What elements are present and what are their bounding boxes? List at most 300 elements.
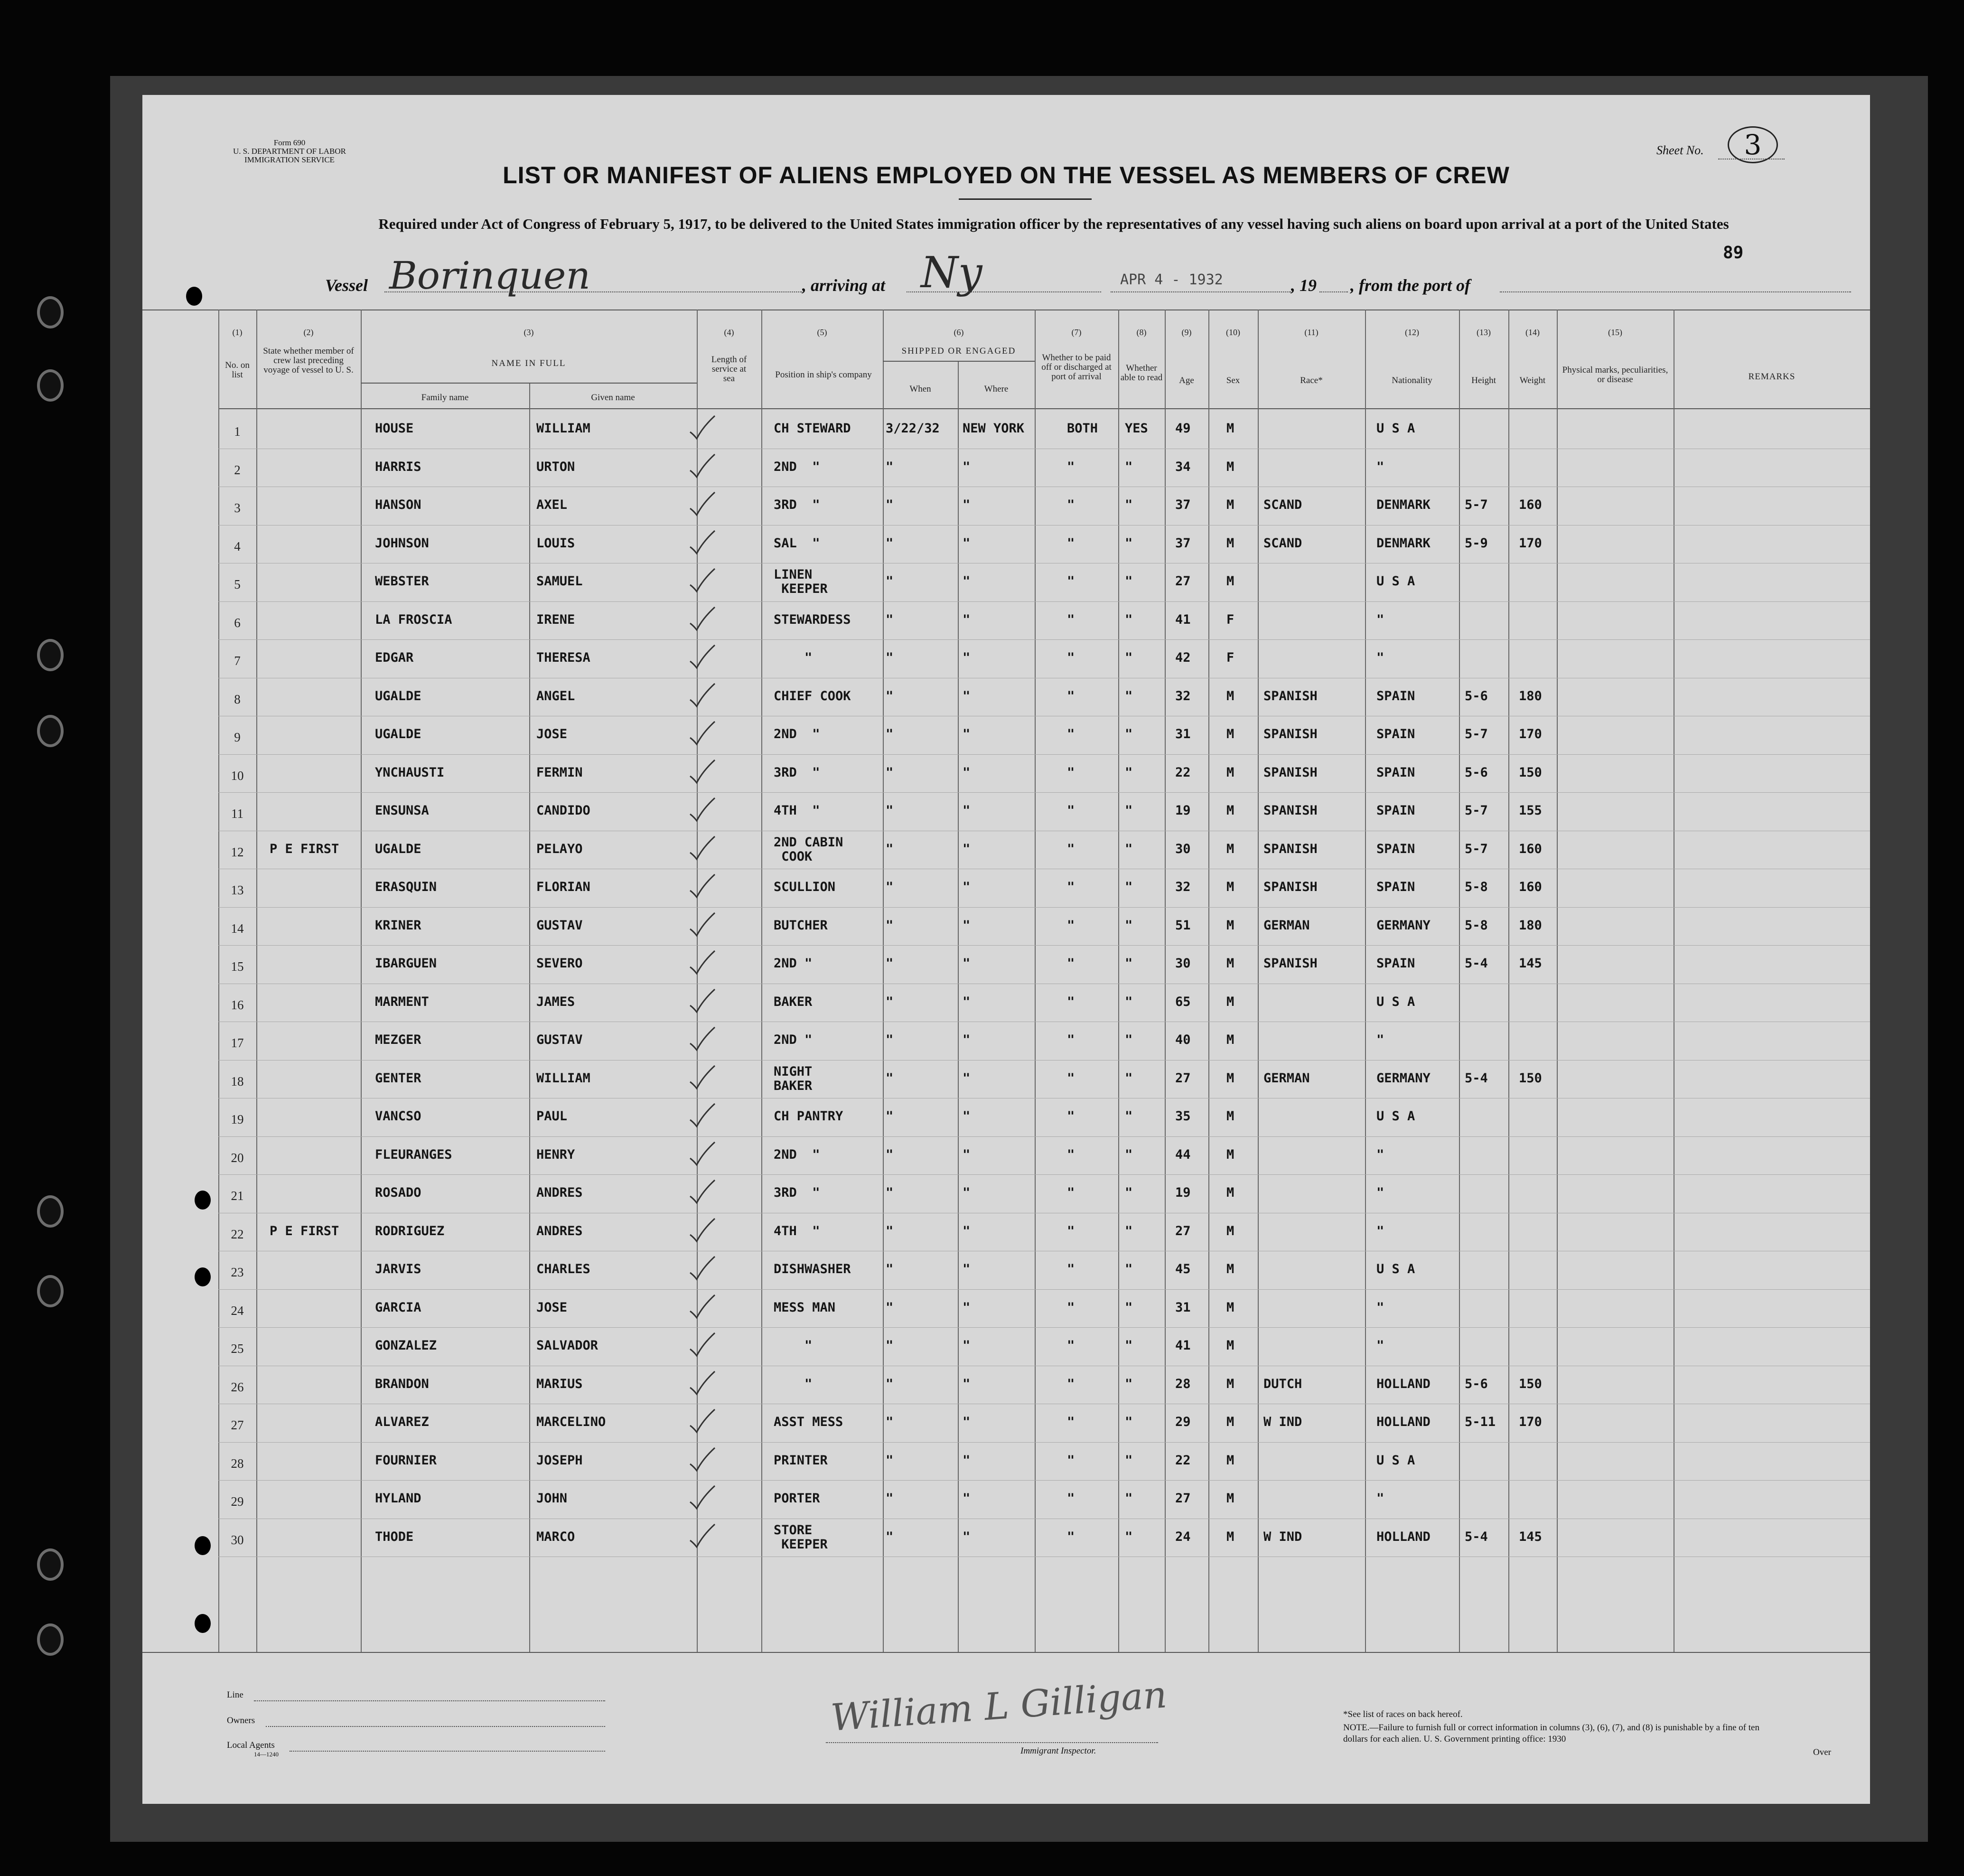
cell-family-name: EDGAR: [375, 650, 414, 665]
cell-shipped-when: ": [886, 1376, 894, 1391]
cell-able-read: ": [1125, 497, 1133, 512]
cell-family-name: GONZALEZ: [375, 1338, 437, 1353]
col-num-8: (8): [1136, 328, 1147, 337]
cell-height: 5-7: [1465, 727, 1488, 741]
check-mark-icon: [688, 835, 717, 862]
cell-sex: F: [1226, 650, 1235, 665]
cell-race: SPANISH: [1263, 688, 1318, 704]
cell-nationality: U S A: [1376, 574, 1415, 589]
punch-mark: [195, 1267, 211, 1286]
cell-able-read: ": [1125, 650, 1133, 665]
year-prefix: , 19: [1291, 276, 1317, 295]
cell-age: 45: [1175, 1262, 1191, 1276]
cell-paid-off: ": [1067, 574, 1075, 589]
cell-weight: 145: [1519, 956, 1542, 971]
cell-nationality: ": [1376, 1491, 1384, 1506]
cell-family-name: YNCHAUSTI: [375, 765, 445, 780]
cell-able-read: ": [1125, 727, 1133, 741]
cell-given-name: IRENE: [536, 612, 575, 627]
col-line: [1035, 310, 1036, 1652]
cell-age: 29: [1175, 1415, 1191, 1429]
cell-position: DISHWASHER: [774, 1262, 851, 1276]
check-mark-icon: [688, 1064, 717, 1091]
check-mark-icon: [688, 1178, 717, 1206]
cell-nationality: DENMARK: [1376, 535, 1431, 551]
row-rule: [218, 1136, 1870, 1137]
cell-shipped-when: ": [886, 956, 894, 971]
col-line: [1365, 310, 1366, 1652]
cell-given-name: JOSE: [536, 727, 568, 741]
cell-able-read: ": [1125, 956, 1133, 971]
cell-paid-off: ": [1067, 612, 1075, 627]
cell-weight: 180: [1519, 918, 1542, 933]
cell-given-name: CANDIDO: [536, 803, 590, 818]
cell-given-name: JOSE: [536, 1300, 568, 1315]
cell-list-number: 26: [231, 1379, 244, 1394]
check-mark-icon: [688, 452, 717, 480]
cell-able-read: ": [1125, 1070, 1133, 1086]
cell-paid-off: ": [1067, 1415, 1075, 1429]
cell-given-name: PELAYO: [536, 841, 583, 856]
cell-weight: 170: [1519, 535, 1542, 551]
cell-sex: M: [1226, 1262, 1235, 1276]
cell-list-number: 10: [231, 768, 244, 783]
cell-given-name: GUSTAV: [536, 918, 583, 933]
cell-shipped-where: ": [963, 956, 971, 971]
cell-position: 3RD ": [774, 497, 820, 512]
col-head-paid-off: Whether to be paid off or discharged at port of arrival: [1041, 353, 1112, 382]
cell-nationality: U S A: [1376, 1109, 1415, 1124]
cell-position: PORTER: [774, 1491, 820, 1506]
cell-position: 2ND ": [774, 727, 820, 741]
cell-paid-off: ": [1067, 1109, 1075, 1124]
cell-family-name: UGALDE: [375, 688, 421, 704]
cell-shipped-where: ": [963, 765, 971, 780]
cell-given-name: SALVADOR: [536, 1338, 599, 1353]
row-rule: [218, 1174, 1870, 1175]
cell-able-read: ": [1125, 574, 1133, 589]
check-mark-icon: [688, 949, 717, 976]
cell-able-read: ": [1125, 880, 1133, 894]
title-rule: [959, 198, 1092, 200]
cell-weight: 150: [1519, 765, 1542, 780]
check-mark-icon: [688, 1025, 717, 1053]
cell-sex: M: [1226, 459, 1235, 474]
cell-paid-off: ": [1067, 1529, 1075, 1544]
check-mark-icon: [688, 720, 717, 747]
cell-age: 24: [1175, 1529, 1191, 1544]
cell-position: 2ND CABIN COOK: [774, 835, 843, 864]
races-note: *See list of races on back hereof.: [1343, 1709, 1463, 1719]
cell-age: 37: [1175, 535, 1191, 551]
cell-sex: M: [1226, 880, 1235, 894]
check-mark-icon: [688, 1140, 717, 1168]
col-num-12: (12): [1405, 328, 1419, 337]
cell-nationality: ": [1376, 1300, 1384, 1315]
cell-given-name: URTON: [536, 459, 575, 474]
cell-nationality: HOLLAND: [1376, 1415, 1431, 1429]
cell-position: ": [774, 1376, 813, 1391]
cell-paid-off: ": [1067, 956, 1075, 971]
cell-family-name: KRINER: [375, 918, 421, 933]
cell-shipped-when: ": [886, 1147, 894, 1162]
cell-position: 4TH ": [774, 803, 820, 818]
cell-sex: M: [1226, 1109, 1235, 1124]
cell-able-read: ": [1125, 1147, 1133, 1162]
cell-paid-off: BOTH: [1067, 421, 1098, 436]
col-line: [1208, 310, 1209, 1652]
arriving-label: , arriving at: [802, 276, 886, 295]
cell-shipped-when: ": [886, 1415, 894, 1429]
cell-paid-off: ": [1067, 1262, 1075, 1276]
cell-list-number: 30: [231, 1532, 244, 1547]
cell-nationality: GERMANY: [1376, 918, 1431, 933]
cell-able-read: ": [1125, 994, 1133, 1009]
cell-shipped-where: ": [963, 1147, 971, 1162]
cell-shipped-when: ": [886, 612, 894, 627]
cell-list-number: 4: [234, 539, 241, 553]
cell-shipped-where: ": [963, 1300, 971, 1315]
col-head-when: When: [909, 384, 931, 394]
cell-shipped-when: ": [886, 765, 894, 780]
date-fill-line: [1111, 291, 1291, 292]
col-head-prev-voyage: State whether member of crew last preceding voyage of vessel to U. S.: [263, 346, 354, 375]
cell-family-name: FOURNIER: [375, 1453, 437, 1468]
cell-position: SCULLION: [774, 880, 836, 894]
cell-nationality: ": [1376, 612, 1384, 627]
cell-list-number: 28: [231, 1456, 244, 1471]
cell-weight: 170: [1519, 1415, 1542, 1429]
agents-code: 14—1240: [254, 1751, 279, 1758]
cell-list-number: 6: [234, 615, 241, 630]
cell-race: SCAND: [1263, 535, 1302, 551]
cell-nationality: U S A: [1376, 421, 1415, 436]
cell-able-read: ": [1125, 1185, 1133, 1200]
check-mark-icon: [688, 1293, 717, 1321]
cell-nationality: U S A: [1376, 1453, 1415, 1468]
cell-able-read: ": [1125, 1032, 1133, 1047]
col-num-6: (6): [954, 328, 964, 337]
cell-family-name: VANCSO: [375, 1109, 421, 1124]
over-note: Over: [1813, 1747, 1831, 1757]
cell-able-read: ": [1125, 1223, 1133, 1238]
col-head-length: Length of service at sea: [711, 355, 747, 384]
cell-shipped-when: ": [886, 574, 894, 589]
cell-given-name: JOSEPH: [536, 1453, 583, 1468]
cell-shipped-when: ": [886, 650, 894, 665]
cell-weight: 150: [1519, 1376, 1542, 1391]
cell-position: 2ND ": [774, 1032, 813, 1047]
col-line: [958, 361, 959, 1652]
cell-sex: M: [1226, 918, 1235, 933]
cell-shipped-where: ": [963, 688, 971, 704]
cell-paid-off: ": [1067, 497, 1075, 512]
cell-nationality: ": [1376, 1338, 1384, 1353]
cell-sex: M: [1226, 727, 1235, 741]
cell-able-read: ": [1125, 1109, 1133, 1124]
cell-shipped-when: ": [886, 1491, 894, 1506]
cell-race: SPANISH: [1263, 803, 1318, 818]
cell-sex: M: [1226, 956, 1235, 971]
cell-list-number: 9: [234, 730, 241, 744]
cell-family-name: HARRIS: [375, 459, 421, 474]
cell-shipped-where: ": [963, 1032, 971, 1047]
cell-shipped-where: ": [963, 574, 971, 589]
cell-given-name: CHARLES: [536, 1262, 590, 1276]
cell-given-name: WILLIAM: [536, 1070, 590, 1086]
cell-race: SPANISH: [1263, 956, 1318, 971]
line-fill-line: [254, 1700, 605, 1701]
cell-shipped-when: ": [886, 880, 894, 894]
cell-shipped-when: ": [886, 994, 894, 1009]
cell-shipped-where: ": [963, 535, 971, 551]
cell-position: ASST MESS: [774, 1415, 843, 1429]
cell-paid-off: ": [1067, 1185, 1075, 1200]
cell-position: CH STEWARD: [774, 421, 851, 436]
cell-list-number: 11: [231, 807, 243, 821]
col-head-height: Height: [1471, 375, 1496, 385]
cell-list-number: 16: [231, 997, 244, 1012]
cell-age: 30: [1175, 956, 1191, 971]
binder-hole: [37, 1195, 64, 1228]
cell-family-name: BRANDON: [375, 1376, 429, 1391]
cell-position: 3RD ": [774, 1185, 820, 1200]
cell-family-name: LA FROSCIA: [375, 612, 452, 627]
check-mark-icon: [688, 1446, 717, 1473]
cell-weight: 145: [1519, 1529, 1542, 1544]
cell-position: SAL ": [774, 535, 820, 551]
cell-nationality: ": [1376, 1147, 1384, 1162]
col-head-remarks: REMARKS: [1748, 372, 1796, 382]
cell-position: STORE KEEPER: [774, 1522, 828, 1552]
check-mark-icon: [688, 1522, 717, 1550]
col-num-10: (10): [1226, 328, 1240, 337]
cell-paid-off: ": [1067, 994, 1075, 1009]
cell-height: 5-4: [1465, 956, 1488, 971]
cell-paid-off: ": [1067, 880, 1075, 894]
cell-position: ": [774, 650, 813, 665]
cell-shipped-where: ": [963, 841, 971, 856]
cell-shipped-when: ": [886, 459, 894, 474]
cell-nationality: SPAIN: [1376, 803, 1415, 818]
cell-family-name: HYLAND: [375, 1491, 421, 1506]
cell-position: CH PANTRY: [774, 1109, 843, 1124]
cell-age: 41: [1175, 612, 1191, 627]
cell-shipped-when: ": [886, 535, 894, 551]
cell-age: 22: [1175, 765, 1191, 780]
cell-shipped-where: ": [963, 1491, 971, 1506]
cell-sex: M: [1226, 1300, 1235, 1315]
cell-height: 5-6: [1465, 1376, 1488, 1391]
cell-height: 5-9: [1465, 535, 1488, 551]
cell-position: STEWARDESS: [774, 612, 851, 627]
cell-height: 5-11: [1465, 1415, 1496, 1429]
cell-shipped-where: ": [963, 727, 971, 741]
cell-nationality: SPAIN: [1376, 688, 1415, 704]
cell-position: 3RD ": [774, 765, 820, 780]
cell-position: 2ND ": [774, 1147, 820, 1162]
cell-sex: M: [1226, 688, 1235, 704]
row-rule: [218, 945, 1870, 946]
cell-list-number: 18: [231, 1074, 244, 1088]
punch-mark: [195, 1614, 211, 1633]
cell-shipped-when: ": [886, 1262, 894, 1276]
cell-able-read: ": [1125, 1338, 1133, 1353]
cell-shipped-where: ": [963, 803, 971, 818]
cell-able-read: ": [1125, 1376, 1133, 1391]
col-head-weight: Weight: [1519, 375, 1546, 385]
cell-paid-off: ": [1067, 1223, 1075, 1238]
cell-list-number: 17: [231, 1036, 244, 1050]
cell-given-name: FERMIN: [536, 765, 583, 780]
cell-age: 65: [1175, 994, 1191, 1009]
cell-list-number: 19: [231, 1112, 244, 1126]
form-header: [214, 139, 365, 164]
col-line: [761, 310, 762, 1652]
cell-position: 2ND ": [774, 459, 820, 474]
col-num-9: (9): [1181, 328, 1192, 337]
cell-shipped-where: ": [963, 918, 971, 933]
cell-shipped-when: 3/22/32: [886, 421, 940, 436]
binder-hole: [37, 296, 64, 328]
col-head-sex: Sex: [1226, 375, 1240, 385]
cell-shipped-where: ": [963, 612, 971, 627]
cell-shipped-when: ": [886, 1338, 894, 1353]
cell-age: 37: [1175, 497, 1191, 512]
cell-paid-off: ": [1067, 765, 1075, 780]
cell-able-read: ": [1125, 803, 1133, 818]
manifest-sheet: [142, 95, 1870, 1804]
cell-given-name: ANDRES: [536, 1223, 583, 1238]
cell-shipped-where: ": [963, 1262, 971, 1276]
cell-able-read: ": [1125, 459, 1133, 474]
check-mark-icon: [688, 490, 717, 518]
col-head-given: Given name: [591, 393, 635, 403]
cell-race: W IND: [1263, 1529, 1302, 1544]
cell-shipped-where: ": [963, 1070, 971, 1086]
cell-position: CHIEF COOK: [774, 688, 851, 704]
check-mark-icon: [688, 1217, 717, 1244]
punch-mark: [195, 1536, 211, 1555]
cell-given-name: WILLIAM: [536, 421, 590, 436]
cell-shipped-when: ": [886, 1032, 894, 1047]
check-mark-icon: [688, 567, 717, 594]
cell-family-name: JOHNSON: [375, 535, 429, 551]
cell-weight: 170: [1519, 727, 1542, 741]
arriving-value: Ny: [921, 248, 982, 298]
cell-shipped-when: ": [886, 497, 894, 512]
cell-nationality: ": [1376, 1032, 1384, 1047]
cell-nationality: SPAIN: [1376, 956, 1415, 971]
punch-mark: [186, 287, 202, 306]
col-num-13: (13): [1477, 328, 1491, 337]
cell-nationality: SPAIN: [1376, 841, 1415, 856]
col-head-race: Race*: [1300, 375, 1323, 385]
cell-list-number: 5: [234, 577, 241, 591]
cell-age: 31: [1175, 1300, 1191, 1315]
cell-given-name: MARCELINO: [536, 1415, 606, 1429]
arriving-fill-line: [907, 291, 1101, 292]
cell-family-name: ROSADO: [375, 1185, 421, 1200]
row-rule: [218, 792, 1870, 793]
cell-family-name: HANSON: [375, 497, 421, 512]
owners-label: Owners: [227, 1716, 255, 1726]
cell-given-name: JOHN: [536, 1491, 568, 1506]
cell-given-name: FLORIAN: [536, 880, 590, 894]
cell-family-name: JARVIS: [375, 1262, 421, 1276]
cell-nationality: U S A: [1376, 994, 1415, 1009]
cell-prev-voyage: P E FIRST: [270, 1223, 339, 1238]
cell-age: 32: [1175, 688, 1191, 704]
cell-height: 5-4: [1465, 1070, 1488, 1086]
cell-given-name: JAMES: [536, 994, 575, 1009]
cell-position: LINEN KEEPER: [774, 567, 828, 596]
cell-position: BUTCHER: [774, 918, 828, 933]
cell-shipped-when: ": [886, 841, 894, 856]
cell-list-number: 7: [234, 654, 241, 668]
row-rule: [218, 1442, 1870, 1443]
cell-given-name: GUSTAV: [536, 1032, 583, 1047]
cell-age: 27: [1175, 1070, 1191, 1086]
cell-list-number: 21: [231, 1189, 244, 1203]
cell-able-read: ": [1125, 612, 1133, 627]
col-head-position: Position in ship's company: [775, 370, 872, 380]
cell-shipped-where: ": [963, 1109, 971, 1124]
cell-family-name: GARCIA: [375, 1300, 421, 1315]
cell-list-number: 8: [234, 692, 241, 706]
cell-position: 2ND ": [774, 956, 813, 971]
cell-paid-off: ": [1067, 650, 1075, 665]
cell-prev-voyage: P E FIRST: [270, 841, 339, 856]
cell-sex: M: [1226, 1223, 1235, 1238]
check-mark-icon: [688, 872, 717, 900]
name-subheader-rule: [361, 383, 697, 384]
cell-age: 35: [1175, 1109, 1191, 1124]
col-head-name: NAME IN FULL: [491, 358, 566, 368]
form-service: IMMIGRATION SERVICE: [244, 155, 335, 164]
cell-sex: M: [1226, 841, 1235, 856]
cell-age: 22: [1175, 1453, 1191, 1468]
cell-weight: 160: [1519, 497, 1542, 512]
cell-able-read: ": [1125, 1453, 1133, 1468]
check-mark-icon: [688, 605, 717, 633]
cell-race: SPANISH: [1263, 765, 1318, 780]
cell-given-name: THERESA: [536, 650, 590, 665]
cell-family-name: THODE: [375, 1529, 414, 1544]
cell-sex: M: [1226, 1415, 1235, 1429]
cell-given-name: MARCO: [536, 1529, 575, 1544]
cell-paid-off: ": [1067, 918, 1075, 933]
check-mark-icon: [688, 758, 717, 786]
cell-nationality: HOLLAND: [1376, 1376, 1431, 1391]
cell-paid-off: ": [1067, 1300, 1075, 1315]
cell-age: 27: [1175, 1223, 1191, 1238]
col-num-3: (3): [524, 328, 534, 337]
cell-paid-off: ": [1067, 1338, 1075, 1353]
cell-nationality: HOLLAND: [1376, 1529, 1431, 1544]
cell-sex: M: [1226, 1070, 1235, 1086]
cell-sex: M: [1226, 1491, 1235, 1506]
cell-sex: M: [1226, 421, 1235, 436]
cell-race: DUTCH: [1263, 1376, 1302, 1391]
cell-able-read: ": [1125, 1529, 1133, 1544]
cell-able-read: ": [1125, 765, 1133, 780]
cell-sex: M: [1226, 765, 1235, 780]
cell-shipped-where: ": [963, 1376, 971, 1391]
cell-family-name: UGALDE: [375, 841, 421, 856]
cell-shipped-when: ": [886, 1070, 894, 1086]
page-title: LIST OR MANIFEST OF ALIENS EMPLOYED ON THE VESSEL AS MEMBERS OF CREW: [503, 162, 1510, 188]
